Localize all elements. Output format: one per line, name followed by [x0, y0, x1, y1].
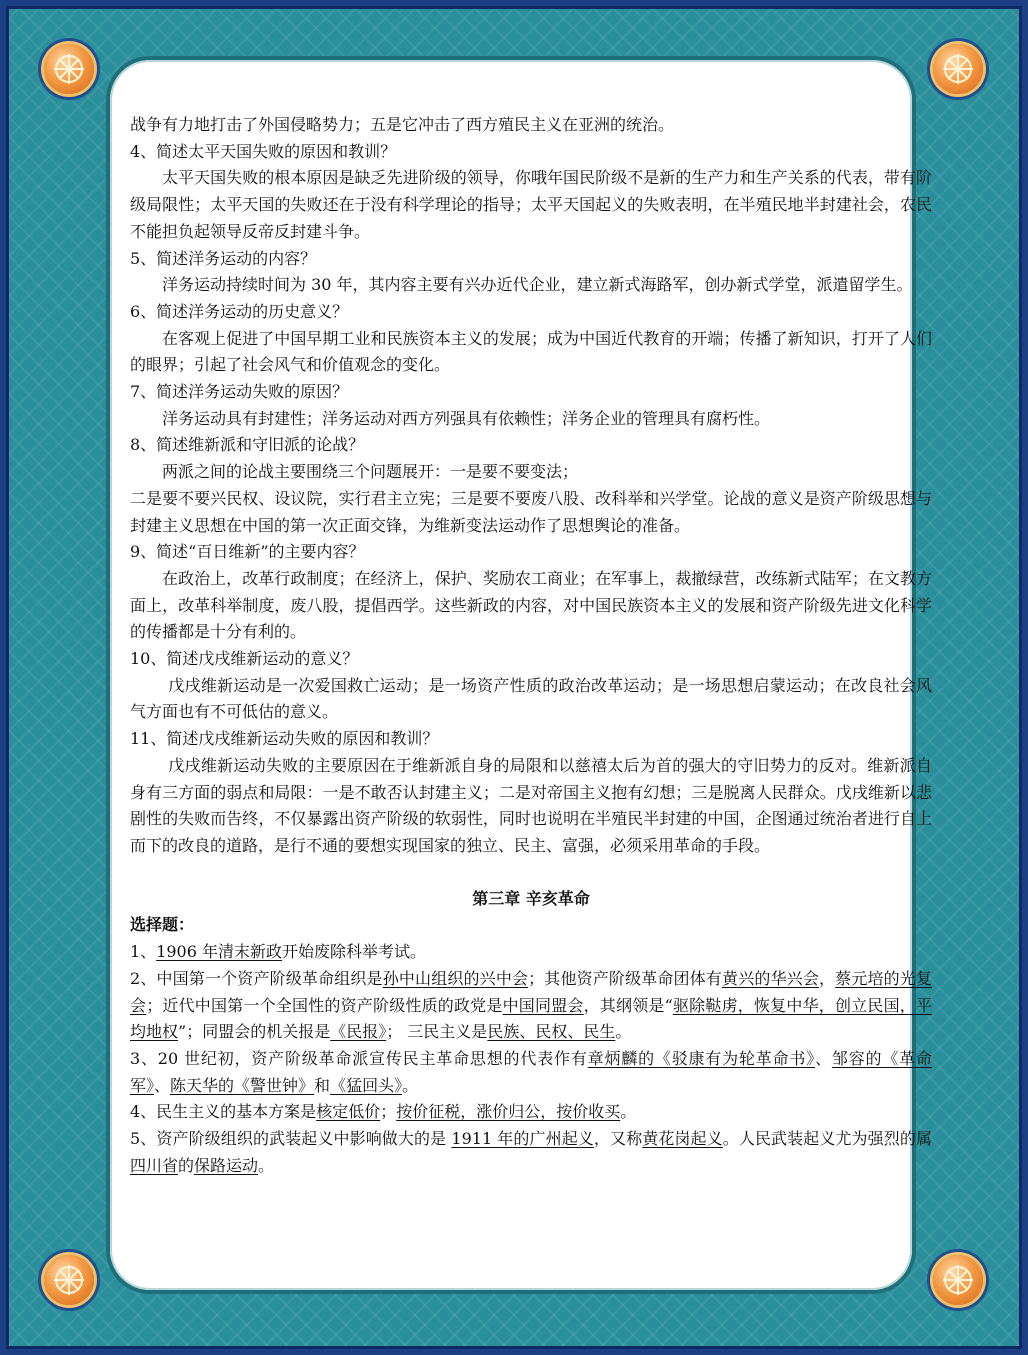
choice-item [130, 1126, 932, 1179]
text-run: 。 [620, 1102, 637, 1122]
answer-paragraph: 戊戌维新运动是一次爱国救亡运动；是一场资产性质的政治改革运动；是一场思想启蒙运动；在改良社会风气方面也有不可低估的意义。 [130, 675, 932, 722]
text-run: 。 [258, 1155, 275, 1175]
text-run: 。 [402, 1075, 419, 1095]
text-paragraph: 二是要不要兴民权、设议院，实行君主立宪；三是要不要废八股、改科举和兴学堂。论战的意义是资产阶级思想与封建主义思想在中国的第一次正面交锋，为维新变法运动作了思想舆论的准备。 [130, 488, 932, 535]
chapter-title: 第三章 辛亥革命 [472, 888, 590, 908]
text-run: 3、20 世纪初，资产阶级革命派宣传民主革命思想的代表作有 [130, 1048, 588, 1068]
text-run: 开始废除科举考试。 [282, 942, 427, 962]
underlined-answer: 邹容的《革命军》 [130, 1048, 932, 1095]
choice-item [130, 1099, 932, 1126]
text-run: ；近代中国第一个全国性的资产阶级性质的政党是 [146, 995, 503, 1015]
underlined-answer: 1911 年的广州起义 [451, 1129, 594, 1149]
text-run: ，又称 [593, 1129, 643, 1149]
text-run: 。 [615, 1022, 632, 1042]
underlined-answer: 陈天华的《警世钟》 [170, 1075, 315, 1095]
answer-paragraph: 戊戌维新运动失败的主要原因在于维新派自身的局限和以慈禧太后为首的强大的守旧势力的反对。维新派自身有三方面的弱点和局限：一是不敢否认封建主义；二是对帝国主义抱有幻想；三是脱离人民群众。戊戌维新以悲剧性的失败而告终，不仅暴露出资产阶级的软弱性，同时也说明在半殖民半封建的中国，企图通过统治者进行自上而下的改良的道路，是行不通的要想实现国家的独立、民主、富强，必须采用革命的手段。 [130, 755, 932, 855]
question-heading: 10、简述戊戌维新运动的意义？ [130, 649, 359, 669]
text-run: ； 三民主义是 [386, 1022, 488, 1042]
answer-paragraph: 太平天国失败的根本原因是缺乏先进阶级的领导，你哦年国民阶级不是新的生产力和生产关系的代表，带有阶级局限性；太平天国的失败还在于没有科学理论的指导；太平天国起义的失败表明，在半殖民地半封建社会，农民不能担负起领导反帝反封建斗争。 [130, 168, 932, 241]
question-heading: 8、简述维新派和守旧派的论战？ [130, 435, 365, 455]
choice-item [130, 966, 932, 1046]
text-run: 4、民生主义的基本方案是 [130, 1102, 317, 1122]
text-run: 1、 [130, 942, 157, 962]
underlined-answer: 保路运动 [194, 1155, 259, 1175]
text-run: 的 [178, 1155, 195, 1175]
underlined-answer: 中国同盟会 [502, 995, 584, 1015]
text-run: 、 [815, 1048, 832, 1068]
text-run: ，其纲领是“ [583, 995, 673, 1015]
choice-item [130, 939, 932, 966]
text-run: 、 [154, 1075, 171, 1095]
corner-medallion-icon [44, 44, 94, 94]
question-heading: 5、简述洋务运动的内容？ [130, 248, 317, 268]
question-heading: 6、简述洋务运动的历史意义？ [130, 301, 349, 321]
underlined-answer: 《猛回头》 [330, 1075, 403, 1095]
underlined-answer: 《民报》 [330, 1022, 387, 1042]
answer-paragraph: 在客观上促进了中国早期工业和民族资本主义的发展；成为中国近代教育的开端；传播了新知识，打开了人们的眼界；引起了社会风气和价值观念的变化。 [130, 328, 932, 375]
underlined-answer: 四川省 [130, 1155, 179, 1175]
underlined-answer: 1906 年清末新政 [156, 942, 282, 962]
text-run: 5、资产阶级组织的武装起义中影响做大的是 [130, 1129, 452, 1149]
text-run: 。人民武装起义尤为强烈的属 [722, 1129, 932, 1149]
text-run: 和 [314, 1075, 331, 1095]
question-heading: 7、简述洋务运动失败的原因？ [130, 382, 349, 402]
answer-paragraph: 洋务运动持续时间为 30 年，其内容主要有兴办近代企业，建立新式海路军，创办新式学堂，派遣留学生。 [162, 275, 913, 295]
question-heading: 4、简述太平天国失败的原因和教训？ [130, 141, 397, 161]
document-body [130, 112, 932, 1179]
underlined-answer: 孙中山组织的兴中会 [382, 968, 529, 988]
question-heading: 9、简述“百日维新”的主要内容？ [130, 542, 365, 562]
answer-paragraph: 两派之间的论战主要围绕三个问题展开：一是要不要变法； [162, 462, 579, 482]
answer-paragraph: 在政治上，改革行政制度；在经济上，保护、奖励农工商业；在军事上，裁撤绿营，改练新式陆军；在文教方面上，改革科举制度，废八股，提倡西学。这些新政的内容，对中国民族资本主义的发展和资产阶级先进文化科学的传播都是十分有利的。 [130, 568, 932, 642]
choice-item [130, 1046, 932, 1099]
text-run: ；其他资产阶级革命团体有 [528, 968, 723, 988]
underlined-answer: 黄兴的华兴会 [722, 968, 819, 988]
question-heading: 11、简述戊戌维新运动失败的原因和教训？ [130, 729, 439, 749]
underlined-answer: 蔡元培的光复会 [130, 968, 932, 1015]
underlined-answer: 按价征税，涨价归公，按价收买 [396, 1102, 621, 1122]
corner-medallion-icon [933, 1255, 983, 1305]
corner-medallion-icon [933, 44, 983, 94]
text-run: ”；同盟会的机关报是 [178, 1022, 331, 1042]
text-paragraph: 战争有力地打击了外国侵略势力；五是它冲击了西方殖民主义在亚洲的统治。 [130, 115, 675, 134]
answer-paragraph: 洋务运动具有封建性；洋务运动对西方列强具有依赖性；洋务企业的管理具有腐朽性。 [162, 408, 771, 428]
text-run: ； [380, 1102, 397, 1122]
underlined-answer: 黄花岗起义 [642, 1129, 723, 1149]
underlined-answer: 民族、民权、民生 [487, 1022, 616, 1042]
underlined-answer: 驱除鞑虏，恢复中华，创立民国，平均地权 [130, 995, 932, 1042]
text-run: 2、中国第一个资产阶级革命组织是 [130, 968, 383, 988]
corner-medallion-icon [44, 1255, 94, 1305]
underlined-answer: 章炳麟的《驳康有为轮革命书》 [587, 1048, 816, 1068]
text-run: ， [819, 968, 836, 988]
underlined-answer: 核定低价 [316, 1102, 381, 1122]
section-heading: 选择题： [130, 915, 195, 935]
